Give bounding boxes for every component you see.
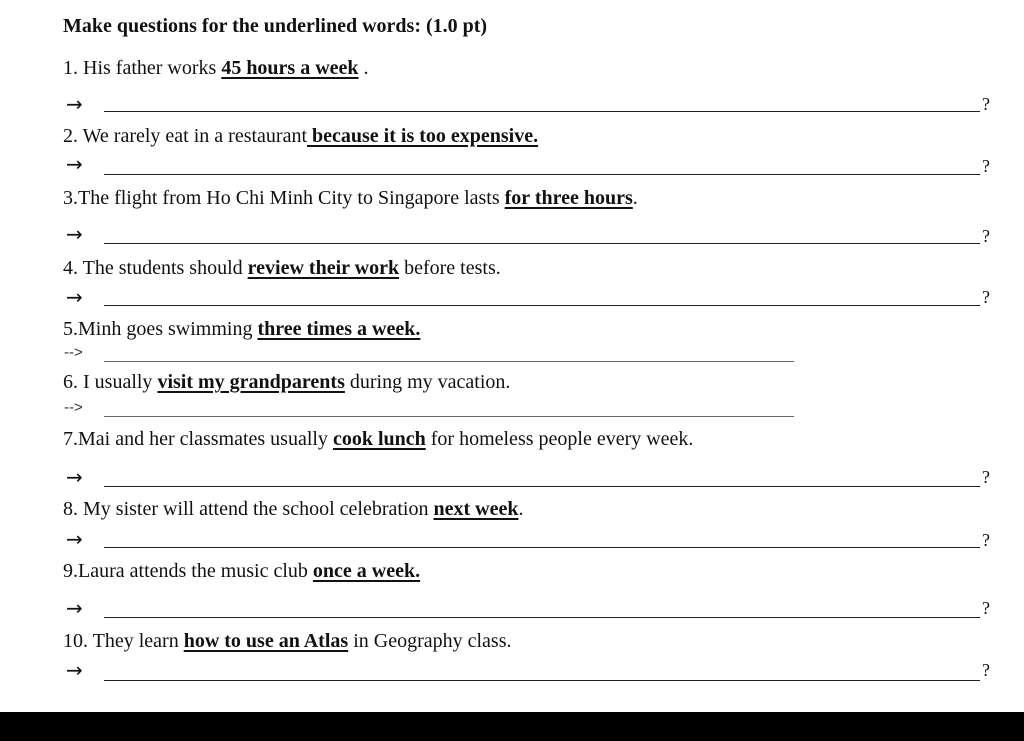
question-6-text-before: 6. I usually [63, 371, 158, 393]
answer-7-line[interactable] [104, 486, 980, 487]
question-2-text-before: 2. We rarely eat in a restaurant [63, 125, 308, 147]
question-8-underlined: next week [433, 498, 519, 520]
answer-2-line[interactable] [104, 174, 980, 175]
question-7-underlined: cook lunch [332, 428, 426, 450]
question-3 [63, 186, 638, 210]
question-6 [63, 370, 510, 394]
question-8 [63, 497, 523, 521]
answer-8-question-mark: ? [982, 530, 990, 550]
answer-5-line[interactable] [104, 361, 794, 362]
answer-3-line[interactable] [104, 243, 980, 244]
answer-10-line[interactable] [104, 680, 980, 681]
question-7-text-before: 7.Mai and her classmates usually [63, 428, 333, 450]
answer-3-question-mark: ? [982, 226, 990, 246]
answer-1-arrow-icon: → [66, 92, 83, 116]
answer-6-arrow-icon: --> [64, 399, 83, 416]
question-3-underlined: for three hours [504, 187, 633, 209]
answer-6-line[interactable] [104, 416, 794, 417]
question-10-text-before: 10. They learn [63, 630, 184, 652]
answer-3-arrow-icon: → [66, 222, 83, 246]
question-8-text-before: 8. My sister will attend the school celebration [63, 498, 434, 520]
answer-1-question-mark: ? [982, 94, 990, 114]
answer-10-question-mark: ? [982, 660, 990, 680]
answer-9-arrow-icon: → [66, 596, 83, 620]
answer-4-line[interactable] [104, 305, 980, 306]
answer-7-arrow-icon: → [66, 465, 83, 489]
question-6-text-after: during my vacation. [344, 371, 511, 393]
question-10-underlined: how to use an Atlas [183, 630, 349, 652]
answer-9-question-mark: ? [982, 598, 990, 618]
answer-8-line[interactable] [104, 547, 980, 548]
question-3-text-before: 3.The flight from Ho Chi Minh City to Singapore lasts [63, 187, 505, 209]
question-3-text-after: . [632, 187, 638, 209]
question-7 [63, 427, 693, 451]
question-5-text-before: 5.Minh goes swimming [63, 318, 258, 340]
question-1 [63, 56, 369, 80]
question-2 [63, 124, 538, 148]
question-9 [63, 559, 420, 583]
question-1-text-before: 1. His father works [63, 57, 222, 79]
worksheet-title: Make questions for the underlined words: (1.0 pt) [63, 15, 488, 37]
question-4-text-before: 4. The students should [63, 257, 248, 279]
answer-7-question-mark: ? [982, 467, 990, 487]
question-9-text-before: 9.Laura attends the music club [63, 560, 313, 582]
question-4-text-after: before tests. [399, 257, 501, 279]
question-8-text-after: . [518, 498, 524, 520]
question-7-text-after: for homeless people every week. [425, 428, 694, 450]
question-5 [63, 317, 420, 341]
question-5-underlined: three times a week. [257, 318, 421, 340]
answer-1-line[interactable] [104, 111, 980, 112]
question-10 [63, 629, 511, 653]
answer-9-line[interactable] [104, 617, 980, 618]
bottom-black-bar [0, 712, 1024, 741]
answer-8-arrow-icon: → [66, 527, 83, 551]
answer-10-arrow-icon: → [66, 658, 83, 682]
question-9-underlined: once a week. [312, 560, 421, 582]
question-6-underlined: visit my grandparents [157, 371, 345, 393]
question-2-underlined: because it is too expensive. [307, 125, 539, 147]
answer-2-arrow-icon: → [66, 152, 83, 176]
question-4 [63, 256, 501, 280]
answer-4-question-mark: ? [982, 287, 990, 307]
answer-5-arrow-icon: --> [64, 344, 83, 361]
answer-4-arrow-icon: → [66, 285, 83, 309]
answer-2-question-mark: ? [982, 156, 990, 176]
question-1-underlined: 45 hours a week [221, 57, 359, 79]
question-4-underlined: review their work [247, 257, 400, 279]
question-1-text-after: . [358, 57, 369, 79]
question-10-text-after: in Geography class. [348, 630, 512, 652]
